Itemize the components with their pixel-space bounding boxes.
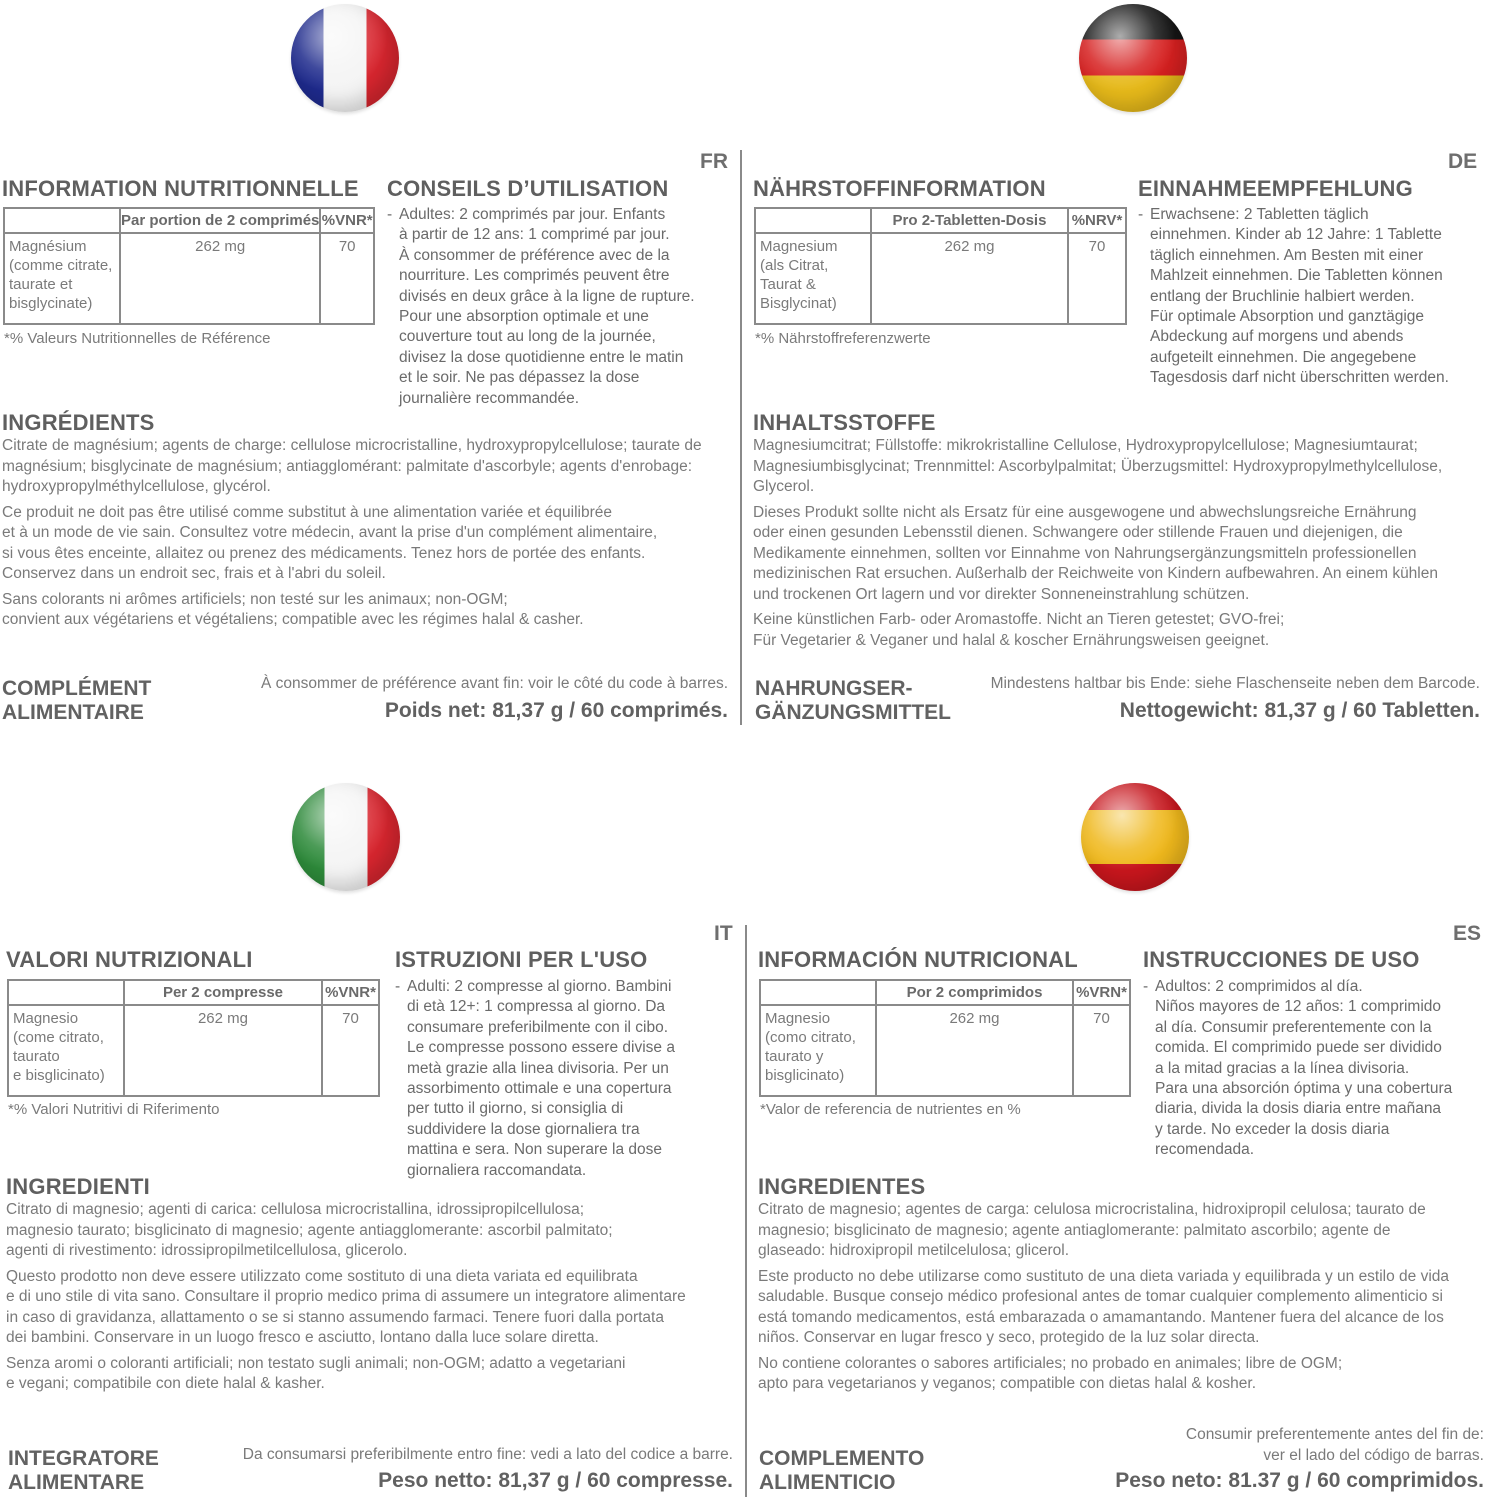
- best-before: À consommer de préférence avant fin: voir le côté du code à barres.: [261, 675, 728, 692]
- net-weight: Peso netto: 81,37 g / 60 compresse.: [378, 1469, 733, 1492]
- ingredients-text: Citrato de magnesio; agentes de carga: celulosa microcristalina, hidroxipropil celulosa; taurato de magnesio; bisglicinato de magnesio; agente antiaglomerante: palmitato ascorbilo; agente de glaseado: hidroxipropil metilcelulosa; glicerol.: [758, 1201, 1426, 1259]
- nutrition-title: INFORMACIÓN NUTRICIONAL: [758, 947, 1078, 972]
- italy-flag-icon: [292, 783, 400, 891]
- reference-note: *% Nährstoffreferenzwerte: [755, 330, 931, 347]
- divider-bottom: [745, 925, 747, 1497]
- free-from-text: Senza aromi o coloranti artificiali; non testato sugli animali; non-OGM; adatto a vegetariani e vegani; compatibile con diete halal & kasher.: [6, 1354, 626, 1392]
- nutrition-table: [7, 979, 380, 1097]
- usage-text: Adultos: 2 comprimidos al día. Niños mayores de 12 años: 1 comprimido al día. Consumir preferentemente con la comida. El comprimido puede ser dividido a la mitad gracias a la línea divisoria. Para una absorción óptima y una cobertura diaria, divida la dosis diaria entre mañana y tarde. No exceder la dosis diaria recomendada.: [1155, 978, 1453, 1159]
- nutrition-title: VALORI NUTRIZIONALI: [6, 947, 253, 972]
- language-code: DE: [1448, 150, 1478, 173]
- divider-top: [740, 150, 742, 725]
- usage-text: Adultes: 2 comprimés par jour. Enfants à partir de 12 ans: 1 comprimé par jour. À consommer de préférence avec de la nourriture. Les comprimés peuvent être divisés en deux grâce à la ligne de rupture. Pour une absorption optimale et une couverture tout au long de la journée, divisez la dose quotidienne entre le matin et le soir. Ne pas dépassez la dose journalière recommandée.: [399, 206, 695, 407]
- table-header-portion: Par portion de 2 comprimés: [120, 208, 320, 233]
- best-before: Da consumarsi preferibilmente entro fine: vedi a lato del codice a barre.: [242, 1446, 733, 1463]
- table-header-percent: %VRN*: [1073, 980, 1130, 1005]
- ingredients-title: INGRÉDIENTS: [2, 410, 155, 435]
- nutrition-table: [754, 207, 1127, 325]
- table-row-value: 262 mg: [120, 233, 320, 324]
- product-type: COMPLÉMENT ALIMENTAIRE: [2, 677, 152, 724]
- usage-title: EINNAHMEEMPFEHLUNG: [1138, 176, 1413, 201]
- table-row-percent: 70: [1073, 1005, 1130, 1096]
- language-code: FR: [700, 150, 728, 173]
- free-from-text: Keine künstlichen Farb- oder Aromastoffe. Nicht an Tieren getestet; GVO-frei; Für Vegetarier & Veganer und halal & koscher Ernährungsweisen geeignet.: [753, 611, 1285, 649]
- best-before: Mindestens haltbar bis Ende: siehe Flaschenseite neben dem Barcode.: [990, 675, 1480, 692]
- ingredients-block: [2, 436, 737, 636]
- nutrition-title: INFORMATION NUTRITIONNELLE: [2, 176, 359, 201]
- table-row-value: 262 mg: [876, 1005, 1073, 1096]
- free-from-text: No contiene colorantes o sabores artificiales; no probado en animales; libre de OGM; apto para vegetarianos y veganos; compatible con dietas halal & kosher.: [758, 1354, 1343, 1392]
- reference-note: *% Valeurs Nutritionnelles de Référence: [4, 330, 271, 347]
- table-row-value: 262 mg: [124, 1005, 322, 1096]
- warning-text: Dieses Produkt sollte nicht als Ersatz für eine ausgewogene und abwechslungsreiche Ernährung oder einen gesunden Lebensstil dienen. Schwangere oder stillende Frauen und diejenigen, die Medikamente einnehmen, sollten vor Einnahme von Nahrungsergänzungsmitteln professionellen medizinischen Rat ersuchen. Außerhalb der Reichweite von Kindern aufbewahren. An einem kühlen und trockenen Ort lagern und vor direkter Sonneneinstrahlung schützen.: [753, 503, 1438, 603]
- nutrition-table: [3, 207, 375, 325]
- usage-text: Erwachsene: 2 Tabletten täglich einnehmen. Kinder ab 12 Jahre: 1 Tablette täglich einnehmen. Am Besten mit einer Mahlzeit einnehmen. Die Tabletten können entlang der Bruchlinie halbiert werden. Für optimale Absorption und ganztägige Abdeckung auf morgens und abends aufgeteilt einnehmen. Die angegebene Tagesdosis darf nicht überschritten werden.: [1150, 206, 1449, 387]
- product-type: NAHRUNGSER- GÄNZUNGSMITTEL: [755, 677, 951, 724]
- usage-title: INSTRUCCIONES DE USO: [1143, 947, 1420, 972]
- nutrition-table: [759, 979, 1131, 1097]
- table-row-label: Magnesio (como citrato, taurato y bisglicinato): [760, 1005, 876, 1096]
- table-row-label: Magnesio (come citrato, taurato e bisglicinato): [8, 1005, 124, 1096]
- table-header-portion: Pro 2-Tabletten-Dosis: [871, 208, 1068, 233]
- table-header-portion: Por 2 comprimidos: [876, 980, 1073, 1005]
- table-row-label: Magnésium (comme citrate, taurate et bisglycinate): [4, 233, 120, 324]
- nutrition-title: NÄHRSTOFFINFORMATION: [753, 176, 1046, 201]
- net-weight: Nettogewicht: 81,37 g / 60 Tabletten.: [1119, 699, 1480, 722]
- table-row-value: 262 mg: [871, 233, 1068, 324]
- warning-text: Este producto no debe utilizarse como sustituto de una dieta variada y equilibrada y un estilo de vida saludable. Busque consejo médico profesional antes de tomar cualquier complemento alimenticio si está tomando medicamentos, está embarazada o amamantando. Mantener fuera del alcance de los niños. Conservar en lugar fresco y seco, protegido de la luz solar directa.: [758, 1267, 1450, 1346]
- ingredients-text: Citrate de magnésium; agents de charge: cellulose microcristalline, hydroxypropylcellulose; taurate de magnésium; bisglycinate de magnésium; antiagglomérant: palmitate d'ascorbyle; agents d'enrobage: hydroxypropylméthylcellulose, glycérol.: [2, 437, 702, 495]
- table-header-percent: %VNR*: [322, 980, 379, 1005]
- table-header-portion: Per 2 compresse: [124, 980, 322, 1005]
- language-code: IT: [714, 922, 733, 945]
- warning-text: Ce produit ne doit pas être utilisé comme substitut à une alimentation variée et équilibrée et à un mode de vie sain. Consultez votre médecin, avant la prise d'un complément alimentaire, si vous êtes enceinte, allaitez ou prenez des médicaments. Tenez hors de portée des enfants. Conservez dans un endroit sec, frais et à l'abri du soleil.: [2, 503, 658, 582]
- table-row-label: Magnesium (als Citrat, Taurat & Bisglycinat): [755, 233, 871, 324]
- ingredients-block: [758, 1200, 1488, 1400]
- usage-text: Adulti: 2 compresse al giorno. Bambini di età 12+: 1 compressa al giorno. Da consumare preferibilmente con il cibo. Le compresse possono essere divise a metà grazie alla linea divisoria. Per un assorbimento ottimale e una copertura per tutto il giorno, si consiglia di suddividere la dose giornaliera tra mattina e sera. Non superare la dose giornaliera raccomandata.: [407, 978, 675, 1179]
- net-weight: Peso neto: 81.37 g / 60 comprimidos.: [1115, 1469, 1484, 1492]
- ingredients-title: INGREDIENTES: [758, 1174, 926, 1199]
- best-before: Consumir preferentemente antes del fin de: ver el lado del código de barras.: [1185, 1426, 1484, 1464]
- ingredients-block: [6, 1200, 741, 1400]
- table-row-percent: 70: [320, 233, 374, 324]
- table-header-percent: %VNR*: [320, 208, 374, 233]
- usage-title: ISTRUZIONI PER L'USO: [395, 947, 648, 972]
- product-type: COMPLEMENTO ALIMENTICIO: [759, 1447, 925, 1494]
- table-row-percent: 70: [322, 1005, 379, 1096]
- ingredients-block: [753, 436, 1488, 656]
- spain-flag-icon: [1081, 783, 1189, 891]
- reference-note: *% Valori Nutritivi di Riferimento: [8, 1101, 220, 1118]
- ingredients-text: Magnesiumcitrat; Füllstoffe: mikrokristalline Cellulose, Hydroxypropylcellulose; Magnesiumtaurat; Magnesiumbisglycinat; Trennmittel: Ascorbylpalmitat; Überzugsmittel: Hydroxypropylmethylcellulose, Glycerol.: [753, 437, 1443, 495]
- product-type: INTEGRATORE ALIMENTARE: [8, 1447, 159, 1494]
- net-weight: Poids net: 81,37 g / 60 comprimés.: [384, 699, 728, 722]
- reference-note: *Valor de referencia de nutrientes en %: [760, 1101, 1021, 1118]
- free-from-text: Sans colorants ni arômes artificiels; non testé sur les animaux; non-OGM; convient aux végétariens et végétaliens; compatible avec les régimes halal & casher.: [2, 590, 584, 628]
- language-code: ES: [1453, 922, 1482, 945]
- table-row-percent: 70: [1068, 233, 1126, 324]
- usage-title: CONSEILS D’UTILISATION: [387, 176, 669, 201]
- table-header-percent: %NRV*: [1068, 208, 1126, 233]
- warning-text: Questo prodotto non deve essere utilizzato come sostituto di una dieta variata ed equilibrata e di uno stile di vita sano. Consultare il proprio medico prima di assumere un integratore alimentare in caso di gravidanza, allattamento o se si stanno assumendo farmaci. Tenere fuori dalla portata dei bambini. Conservare in un luogo fresco e asciutto, lontano dalla luce solare diretta.: [6, 1267, 686, 1346]
- ingredients-text: Citrato di magnesio; agenti di carica: cellulosa microcristallina, idrossipropilcellulosa; magnesio taurato; bisglicinato di magnesio; agente antiagglomerante: ascorbil palmitato; agenti di rivestimento: idrossipropilmetilcellulosa, glicerolo.: [6, 1201, 613, 1259]
- ingredients-title: INGREDIENTI: [6, 1174, 150, 1199]
- ingredients-title: INHALTSSTOFFE: [753, 410, 936, 435]
- germany-flag-icon: [1079, 4, 1187, 112]
- france-flag-icon: [291, 4, 399, 112]
